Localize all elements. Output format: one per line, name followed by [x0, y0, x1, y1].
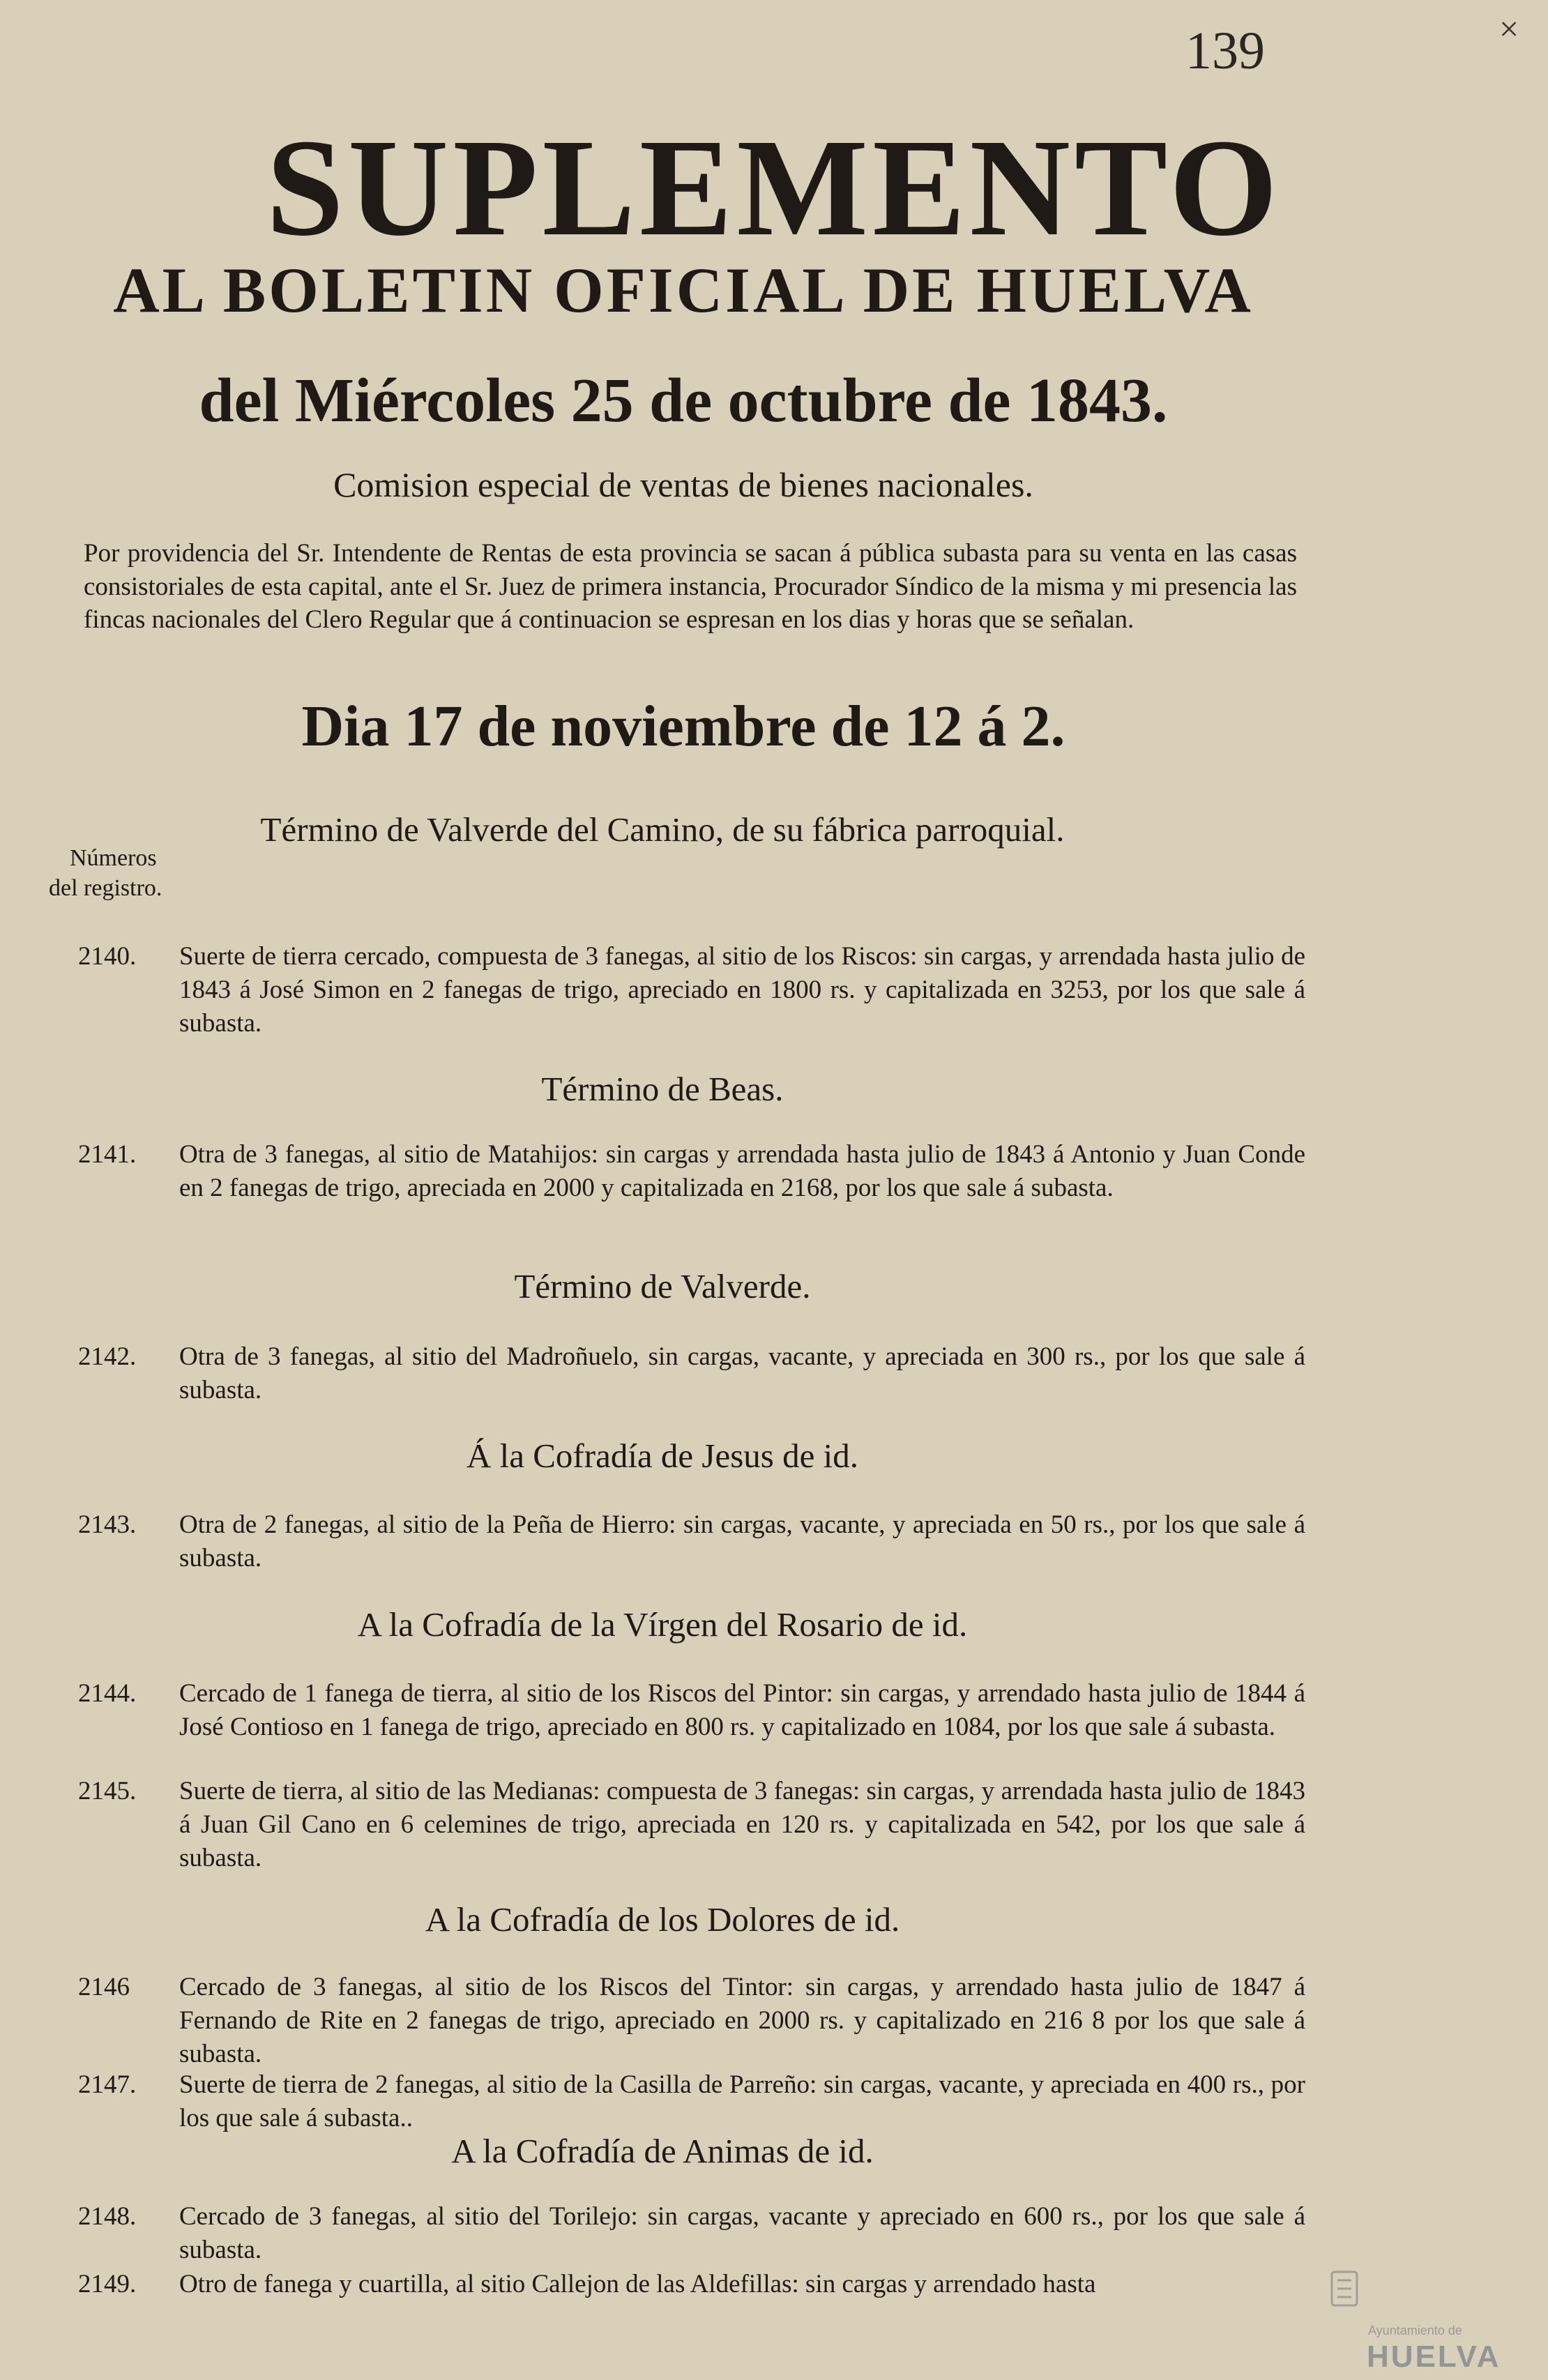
entry-text: Cercado de 3 fanegas, al sitio de los Riscos del Tintor: sin cargas, y arrendado hasta julio de 1847 á Fernando de Rite en 2 fanegas de trigo, apreciado en 2000 rs. y capitalizado en 216 8 por los que sale á subasta.	[179, 1973, 1305, 2069]
corner-mark: ×	[1499, 9, 1519, 48]
list-item	[78, 1971, 1305, 2071]
entry-number: 2140.	[78, 942, 137, 971]
entry-number: 2142.	[78, 1342, 137, 1371]
list-item	[78, 1508, 1305, 1575]
list-item	[78, 1138, 1305, 1205]
register-header-line: del registro.	[49, 874, 162, 901]
intro-paragraph: Por providencia del Sr. Intendente de Rentas de esta provincia se sacan á pública subasta para su venta en las casas consistoriales de esta capital, ante el Sr. Juez de primera instancia, Procurador Síndico de la misma y mi presencia las fincas nacionales del Clero Regular que á continuacion se espresan en los dias y horas que se señalan.	[84, 539, 1297, 635]
list-item	[78, 2200, 1305, 2267]
list-item	[78, 2068, 1305, 2135]
entry-text: Otra de 2 fanegas, al sitio de la Peña de Hierro: sin cargas, vacante, y apreciada en 50 rs., por los que sale á subasta.	[179, 1510, 1305, 1573]
entry-text: Otra de 3 fanegas, al sitio de Matahijos: sin cargas y arrendada hasta julio de 1843 á Antonio y Juan Conde en 2 fanegas de trigo, apreciada en 2000 y capitalizada en 2168, por los que sale á subasta.	[179, 1140, 1305, 1203]
entry-number: 2149.	[78, 2270, 137, 2298]
entry-text: Suerte de tierra cercado, compuesta de 3 fanegas, al sitio de los Riscos: sin cargas, y arrendada hasta julio de 1843 á José Simon en 2 fanegas de trigo, apreciado en 1800 rs. y capitalizada en 3253, por los que sale á subasta.	[179, 942, 1305, 1038]
entry-text: Cercado de 3 fanegas, al sitio del Torilejo: sin cargas, vacante y apreciado en 600 rs., por los que sale á subasta.	[179, 2202, 1305, 2265]
list-item	[78, 1340, 1305, 1407]
entry-text: Otro de fanega y cuartilla, al sitio Callejon de las Aldefillas: sin cargas y arrendado hasta	[179, 2270, 1096, 2298]
entry-number: 2148.	[78, 2202, 137, 2231]
entry-text: Suerte de tierra de 2 fanegas, al sitio de la Casilla de Parreño: sin cargas, vacante, y apreciada en 400 rs., por los que sale á subasta..	[179, 2070, 1305, 2133]
entry-text: Suerte de tierra, al sitio de las Medianas: compuesta de 3 fanegas: sin cargas, y arrendada hasta julio de 1843 á Juan Gil Cano en 6 celemines de trigo, apreciada en 120 rs. y capitalizada en 542, por los que sale á subasta.	[179, 1777, 1305, 1873]
section-title: Término de Beas.	[541, 1070, 784, 1108]
section-title: Término de Valverde del Camino, de su fábrica parroquial.	[260, 810, 1065, 849]
document-dateline: del Miércoles 25 de octubre de 1843.	[199, 366, 1168, 435]
document-subtitle: AL BOLETIN OFICIAL DE HUELVA	[113, 255, 1254, 326]
section-title: Término de Valverde.	[514, 1267, 811, 1305]
document-title: SUPLEMENTO	[266, 111, 1282, 265]
entry-number: 2145.	[78, 1777, 137, 1805]
section-title: A la Cofradía de Animas de id.	[451, 2132, 874, 2170]
section-title: A la Cofradía de los Dolores de id.	[425, 1900, 900, 1939]
folio-number: 139	[1185, 22, 1265, 80]
list-item	[78, 940, 1305, 1040]
entry-number: 2144.	[78, 1679, 137, 1708]
stamp-caption: Ayuntamiento de	[1368, 2324, 1462, 2337]
entry-text: Otra de 3 fanegas, al sitio del Madroñuelo, sin cargas, vacante, y apreciada en 300 rs., por los que sale á subasta.	[179, 1342, 1305, 1405]
entry-number: 2143.	[78, 1510, 137, 1539]
entry-text: Cercado de 1 fanega de tierra, al sitio de los Riscos del Pintor: sin cargas, y arrendado hasta julio de 1844 á José Contioso en 1 fanega de trigo, apreciado en 800 rs. y capitalizado en 1084, por los que sale á subasta.	[179, 1679, 1305, 1742]
register-header-line: Números	[70, 845, 157, 871]
list-item	[78, 1677, 1305, 1744]
list-item	[78, 1775, 1305, 1875]
entry-number: 2141.	[78, 1140, 137, 1169]
commission-line: Comision especial de ventas de bienes nacionales.	[333, 465, 1033, 504]
list-item	[78, 2268, 1305, 2301]
section-title: A la Cofradía de la Vírgen del Rosario de id.	[357, 1605, 968, 1644]
entry-number: 2147.	[78, 2070, 137, 2099]
register-header	[49, 844, 162, 904]
day-heading: Dia 17 de noviembre de 12 á 2.	[301, 694, 1065, 759]
section-title: Á la Cofradía de Jesus de id.	[466, 1437, 858, 1475]
stamp-label: HUELVA	[1367, 2340, 1501, 2374]
entry-number: 2146	[78, 1973, 130, 2001]
